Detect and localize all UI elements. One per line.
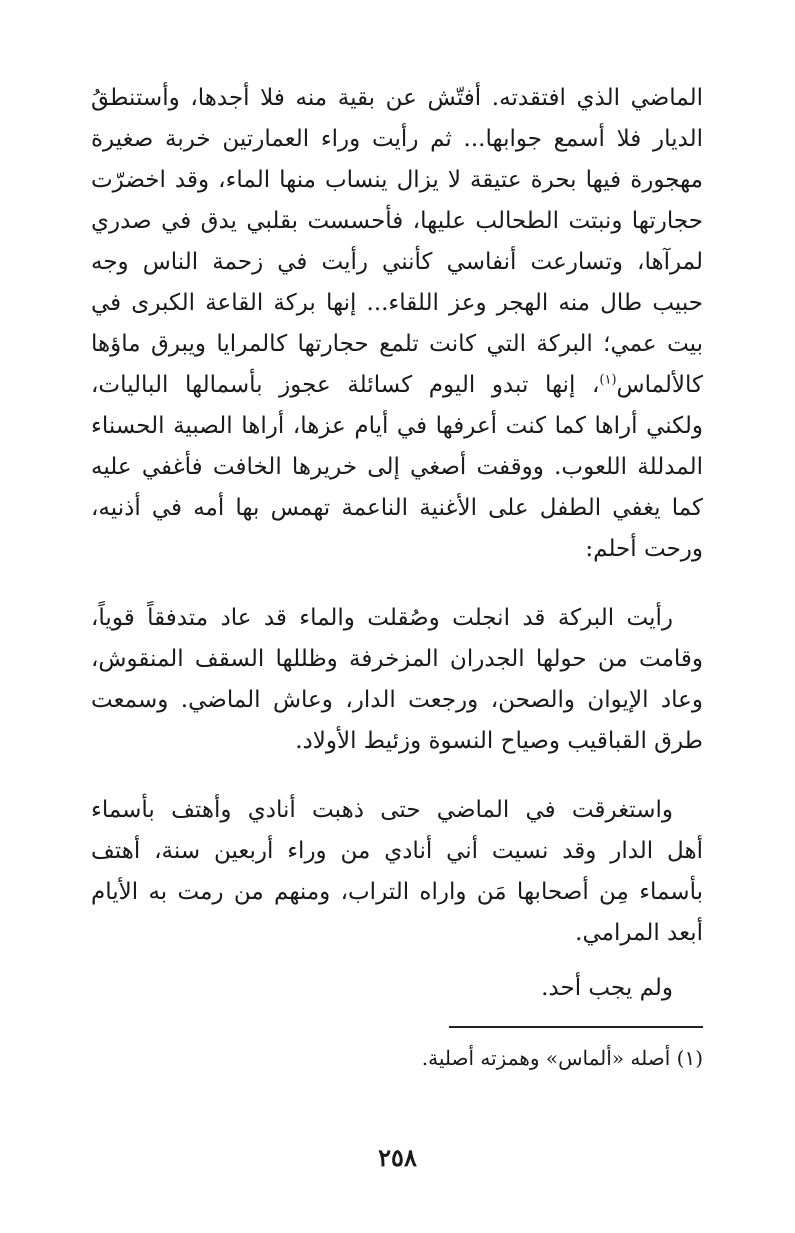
text-line: رأيت البركة قد انجلت وصُقلت والماء قد عاد متدفقاً قوياً، (91, 605, 673, 631)
paragraph-4 (91, 968, 703, 1009)
text-line: بأسماء مِن أصحابها مَن واراه التراب، ومنهم من رمت به الأيام (91, 879, 703, 905)
text-line-with-footnote (91, 365, 703, 406)
text-line: وعاد الإيوان والصحن، ورجعت الدار، وعاش الماضي. وسمعت (91, 687, 703, 713)
text-line: ورحت أحلم: (585, 536, 703, 562)
text-fragment: كالألماس (616, 372, 703, 398)
text-line: طرق القباقيب وصياح النسوة وزئيط الأولاد. (295, 728, 703, 754)
text-line: الديار فلا أسمع جوابها... ثم رأيت وراء العمارتين خربة صغيرة (91, 126, 703, 152)
text-fragment: ، إنها تبدو اليوم كسائلة عجوز بأسمالها الباليات، (91, 372, 600, 398)
paragraph-1 (91, 78, 703, 570)
paragraph-2 (91, 598, 703, 762)
text-line: لمرآها، وتسارعت أنفاسي كأنني رأيت في زحمة الناس وجه (91, 249, 703, 275)
text-line: مهجورة فيها بحرة عتيقة لا يزال ينساب منها الماء، وقد اخضرّت (91, 167, 703, 193)
text-line: حبيب طال منه الهجر وعز اللقاء... إنها بركة القاعة الكبرى في (91, 290, 703, 316)
text-line: ولم يجب أحد. (541, 975, 673, 1001)
paragraph-3 (91, 790, 703, 954)
text-line: بيت عمي؛ البركة التي كانت تلمع حجارتها كالمرايا ويبرق ماؤها (91, 331, 703, 357)
text-line: أهل الدار وقد نسيت أني أنادي من وراء أربعين سنة، أهتف (91, 838, 703, 864)
footnote-marker[interactable]: (١) (599, 372, 617, 388)
text-line: أبعد المرامي. (575, 920, 703, 946)
page-number: ٢٥٨ (378, 1143, 417, 1172)
footnote: (١) أصله «ألماس» وهمزته أصلية. (421, 1046, 703, 1070)
text-line: الماضي الذي افتقدته. أفتّش عن بقية منه فلا أجدها، وأستنطقُ (91, 85, 703, 111)
text-line: واستغرقت في الماضي حتى ذهبت أنادي وأهتف بأسماء (91, 797, 673, 823)
text-line: المدللة اللعوب. ووقفت أصغي إلى خريرها الخافت فأغفي عليه (91, 454, 703, 480)
text-line: كما يغفي الطفل على الأغنية الناعمة تهمس بها أمه في أذنيه، (91, 495, 703, 521)
text-line: حجارتها ونبتت الطحالب عليها، فأحسست بقلبي يدق في صدري (91, 208, 703, 234)
text-line: ولكني أراها كما كنت أعرفها في أيام عزها، أراها الصبية الحسناء (91, 413, 703, 439)
text-line: وقامت من حولها الجدران المزخرفة وظللها السقف المنقوش، (91, 646, 703, 672)
footnote-separator (449, 1026, 703, 1028)
